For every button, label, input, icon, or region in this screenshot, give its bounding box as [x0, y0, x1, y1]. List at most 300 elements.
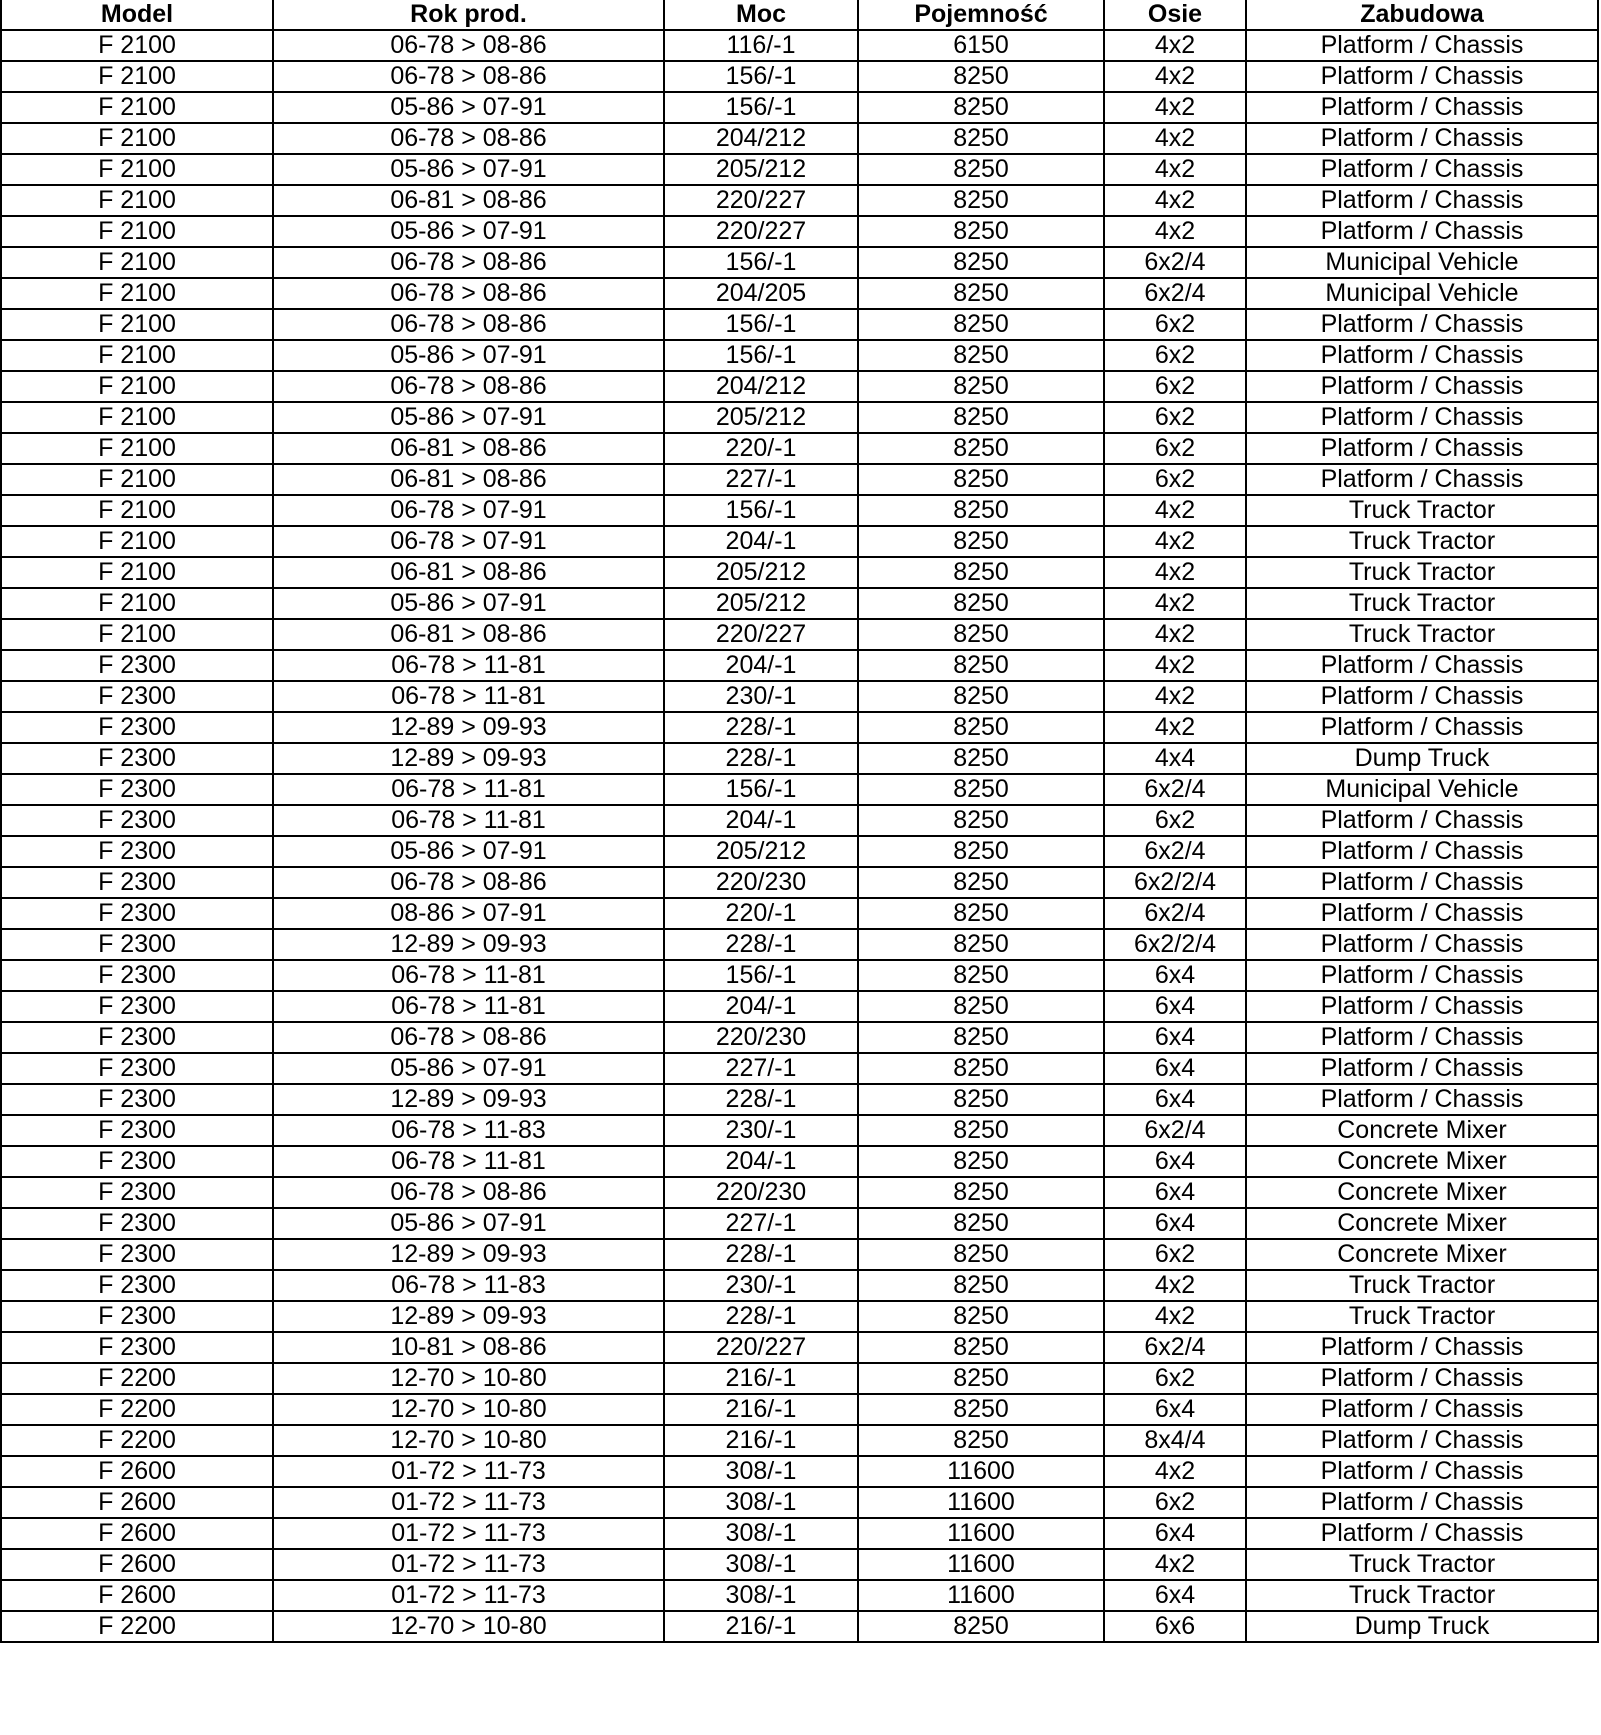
cell-model: F 2300	[1, 1177, 273, 1208]
cell-axles: 4x2	[1104, 681, 1246, 712]
cell-production-years: 06-78 > 11-81	[273, 681, 664, 712]
cell-production-years: 01-72 > 11-73	[273, 1487, 664, 1518]
cell-power: 228/-1	[664, 1301, 858, 1332]
cell-production-years: 05-86 > 07-91	[273, 402, 664, 433]
cell-axles: 4x2	[1104, 712, 1246, 743]
cell-power: 227/-1	[664, 1053, 858, 1084]
cell-production-years: 06-78 > 11-81	[273, 774, 664, 805]
cell-capacity: 8250	[858, 774, 1104, 805]
cell-body-type: Platform / Chassis	[1246, 309, 1598, 340]
cell-axles: 6x2	[1104, 1239, 1246, 1270]
cell-production-years: 06-78 > 08-86	[273, 371, 664, 402]
cell-production-years: 06-81 > 08-86	[273, 433, 664, 464]
cell-axles: 6x4	[1104, 1580, 1246, 1611]
table-row	[1, 588, 1598, 619]
table-row	[1, 1177, 1598, 1208]
table-row	[1, 1270, 1598, 1301]
cell-power: 204/-1	[664, 991, 858, 1022]
cell-production-years: 12-89 > 09-93	[273, 712, 664, 743]
table-row	[1, 309, 1598, 340]
cell-body-type: Platform / Chassis	[1246, 92, 1598, 123]
cell-body-type: Municipal Vehicle	[1246, 278, 1598, 309]
cell-model: F 2300	[1, 1022, 273, 1053]
cell-production-years: 05-86 > 07-91	[273, 340, 664, 371]
cell-capacity: 8250	[858, 154, 1104, 185]
cell-production-years: 06-78 > 08-86	[273, 123, 664, 154]
table-row	[1, 30, 1598, 61]
cell-power: 220/-1	[664, 433, 858, 464]
table-row	[1, 557, 1598, 588]
cell-power: 308/-1	[664, 1487, 858, 1518]
cell-axles: 6x4	[1104, 991, 1246, 1022]
cell-production-years: 01-72 > 11-73	[273, 1549, 664, 1580]
cell-production-years: 12-89 > 09-93	[273, 929, 664, 960]
cell-capacity: 8250	[858, 185, 1104, 216]
cell-power: 205/212	[664, 154, 858, 185]
cell-production-years: 10-81 > 08-86	[273, 1332, 664, 1363]
table-row	[1, 681, 1598, 712]
cell-body-type: Truck Tractor	[1246, 588, 1598, 619]
cell-axles: 6x4	[1104, 1084, 1246, 1115]
cell-model: F 2300	[1, 1115, 273, 1146]
cell-axles: 4x2	[1104, 92, 1246, 123]
cell-capacity: 8250	[858, 991, 1104, 1022]
cell-power: 204/212	[664, 123, 858, 154]
cell-capacity: 11600	[858, 1549, 1104, 1580]
cell-power: 205/212	[664, 402, 858, 433]
cell-body-type: Platform / Chassis	[1246, 1394, 1598, 1425]
cell-body-type: Platform / Chassis	[1246, 1332, 1598, 1363]
cell-body-type: Truck Tractor	[1246, 1549, 1598, 1580]
cell-production-years: 05-86 > 07-91	[273, 1053, 664, 1084]
cell-model: F 2200	[1, 1611, 273, 1642]
cell-body-type: Concrete Mixer	[1246, 1208, 1598, 1239]
cell-axles: 6x4	[1104, 960, 1246, 991]
table-row	[1, 836, 1598, 867]
cell-production-years: 01-72 > 11-73	[273, 1456, 664, 1487]
cell-capacity: 8250	[858, 123, 1104, 154]
cell-production-years: 06-78 > 11-81	[273, 991, 664, 1022]
table-row	[1, 1394, 1598, 1425]
cell-model: F 2100	[1, 464, 273, 495]
cell-power: 220/227	[664, 216, 858, 247]
cell-power: 156/-1	[664, 774, 858, 805]
cell-production-years: 06-78 > 08-86	[273, 1022, 664, 1053]
header-axles: Osie	[1104, 0, 1246, 30]
cell-axles: 6x4	[1104, 1022, 1246, 1053]
cell-capacity: 8250	[858, 836, 1104, 867]
cell-capacity: 8250	[858, 1425, 1104, 1456]
cell-capacity: 8250	[858, 557, 1104, 588]
cell-body-type: Concrete Mixer	[1246, 1146, 1598, 1177]
cell-axles: 4x2	[1104, 154, 1246, 185]
cell-body-type: Platform / Chassis	[1246, 433, 1598, 464]
table-row	[1, 340, 1598, 371]
cell-body-type: Platform / Chassis	[1246, 340, 1598, 371]
cell-model: F 2600	[1, 1580, 273, 1611]
table-row	[1, 1580, 1598, 1611]
cell-model: F 2100	[1, 526, 273, 557]
table-header	[1, 0, 1598, 30]
cell-axles: 6x2/2/4	[1104, 867, 1246, 898]
cell-power: 205/212	[664, 588, 858, 619]
table-row	[1, 619, 1598, 650]
table-row	[1, 92, 1598, 123]
header-body-type: Zabudowa	[1246, 0, 1598, 30]
cell-axles: 4x2	[1104, 1549, 1246, 1580]
cell-axles: 6x4	[1104, 1394, 1246, 1425]
cell-capacity: 11600	[858, 1487, 1104, 1518]
cell-power: 216/-1	[664, 1611, 858, 1642]
table-row	[1, 1115, 1598, 1146]
cell-production-years: 12-70 > 10-80	[273, 1425, 664, 1456]
table-row	[1, 650, 1598, 681]
cell-production-years: 06-78 > 08-86	[273, 278, 664, 309]
cell-axles: 4x2	[1104, 619, 1246, 650]
cell-body-type: Platform / Chassis	[1246, 30, 1598, 61]
cell-power: 230/-1	[664, 681, 858, 712]
cell-production-years: 01-72 > 11-73	[273, 1518, 664, 1549]
cell-body-type: Platform / Chassis	[1246, 1425, 1598, 1456]
cell-power: 156/-1	[664, 309, 858, 340]
cell-power: 308/-1	[664, 1580, 858, 1611]
cell-power: 308/-1	[664, 1549, 858, 1580]
cell-power: 216/-1	[664, 1425, 858, 1456]
cell-capacity: 8250	[858, 805, 1104, 836]
cell-power: 227/-1	[664, 1208, 858, 1239]
cell-capacity: 11600	[858, 1456, 1104, 1487]
cell-body-type: Platform / Chassis	[1246, 1487, 1598, 1518]
cell-capacity: 8250	[858, 743, 1104, 774]
cell-production-years: 06-78 > 08-86	[273, 867, 664, 898]
cell-capacity: 8250	[858, 92, 1104, 123]
cell-model: F 2100	[1, 61, 273, 92]
cell-power: 227/-1	[664, 464, 858, 495]
cell-capacity: 8250	[858, 960, 1104, 991]
cell-axles: 8x4/4	[1104, 1425, 1246, 1456]
cell-model: F 2300	[1, 898, 273, 929]
cell-power: 220/227	[664, 619, 858, 650]
cell-production-years: 01-72 > 11-73	[273, 1580, 664, 1611]
cell-capacity: 8250	[858, 619, 1104, 650]
cell-model: F 2100	[1, 92, 273, 123]
cell-model: F 2200	[1, 1363, 273, 1394]
cell-body-type: Platform / Chassis	[1246, 960, 1598, 991]
cell-power: 204/-1	[664, 650, 858, 681]
cell-axles: 4x2	[1104, 30, 1246, 61]
cell-power: 116/-1	[664, 30, 858, 61]
cell-capacity: 8250	[858, 1239, 1104, 1270]
cell-power: 308/-1	[664, 1456, 858, 1487]
table-row	[1, 464, 1598, 495]
table-row	[1, 1022, 1598, 1053]
table-row	[1, 991, 1598, 1022]
cell-model: F 2300	[1, 1208, 273, 1239]
cell-production-years: 06-81 > 08-86	[273, 557, 664, 588]
cell-axles: 6x6	[1104, 1611, 1246, 1642]
cell-power: 156/-1	[664, 960, 858, 991]
cell-power: 230/-1	[664, 1270, 858, 1301]
cell-axles: 6x2	[1104, 402, 1246, 433]
cell-model: F 2100	[1, 495, 273, 526]
cell-model: F 2300	[1, 805, 273, 836]
cell-axles: 6x2	[1104, 464, 1246, 495]
cell-capacity: 8250	[858, 867, 1104, 898]
cell-body-type: Platform / Chassis	[1246, 402, 1598, 433]
cell-body-type: Platform / Chassis	[1246, 185, 1598, 216]
cell-body-type: Platform / Chassis	[1246, 1084, 1598, 1115]
cell-production-years: 12-70 > 10-80	[273, 1611, 664, 1642]
cell-axles: 4x2	[1104, 650, 1246, 681]
cell-model: F 2100	[1, 185, 273, 216]
cell-capacity: 8250	[858, 278, 1104, 309]
cell-capacity: 8250	[858, 1177, 1104, 1208]
table-row	[1, 371, 1598, 402]
cell-model: F 2600	[1, 1456, 273, 1487]
cell-model: F 2100	[1, 309, 273, 340]
header-capacity: Pojemność	[858, 0, 1104, 30]
cell-body-type: Platform / Chassis	[1246, 371, 1598, 402]
table-row	[1, 1239, 1598, 1270]
cell-production-years: 06-78 > 11-83	[273, 1115, 664, 1146]
cell-model: F 2300	[1, 712, 273, 743]
cell-axles: 6x2	[1104, 1363, 1246, 1394]
cell-body-type: Platform / Chassis	[1246, 1053, 1598, 1084]
table-row	[1, 402, 1598, 433]
cell-body-type: Platform / Chassis	[1246, 123, 1598, 154]
cell-axles: 6x2/4	[1104, 247, 1246, 278]
cell-axles: 6x2	[1104, 340, 1246, 371]
cell-body-type: Truck Tractor	[1246, 557, 1598, 588]
cell-power: 204/-1	[664, 1146, 858, 1177]
table-row	[1, 1146, 1598, 1177]
cell-body-type: Dump Truck	[1246, 743, 1598, 774]
table-row	[1, 61, 1598, 92]
cell-capacity: 8250	[858, 1084, 1104, 1115]
cell-body-type: Platform / Chassis	[1246, 929, 1598, 960]
cell-model: F 2100	[1, 30, 273, 61]
cell-axles: 6x2/4	[1104, 774, 1246, 805]
cell-body-type: Platform / Chassis	[1246, 216, 1598, 247]
cell-axles: 6x2/4	[1104, 836, 1246, 867]
table-row	[1, 1053, 1598, 1084]
cell-power: 220/230	[664, 1177, 858, 1208]
table-row	[1, 495, 1598, 526]
cell-capacity: 8250	[858, 309, 1104, 340]
cell-body-type: Concrete Mixer	[1246, 1239, 1598, 1270]
cell-capacity: 8250	[858, 1022, 1104, 1053]
cell-body-type: Concrete Mixer	[1246, 1177, 1598, 1208]
cell-axles: 6x2	[1104, 371, 1246, 402]
cell-model: F 2200	[1, 1394, 273, 1425]
cell-body-type: Platform / Chassis	[1246, 1456, 1598, 1487]
cell-power: 220/230	[664, 867, 858, 898]
cell-production-years: 05-86 > 07-91	[273, 836, 664, 867]
cell-power: 204/212	[664, 371, 858, 402]
cell-capacity: 8250	[858, 433, 1104, 464]
cell-power: 156/-1	[664, 92, 858, 123]
table-row	[1, 898, 1598, 929]
cell-capacity: 6150	[858, 30, 1104, 61]
cell-model: F 2300	[1, 991, 273, 1022]
cell-production-years: 05-86 > 07-91	[273, 92, 664, 123]
cell-production-years: 06-78 > 08-86	[273, 247, 664, 278]
cell-body-type: Truck Tractor	[1246, 495, 1598, 526]
cell-capacity: 8250	[858, 898, 1104, 929]
cell-power: 204/-1	[664, 805, 858, 836]
cell-body-type: Platform / Chassis	[1246, 681, 1598, 712]
cell-power: 205/212	[664, 836, 858, 867]
cell-axles: 6x2/4	[1104, 1115, 1246, 1146]
cell-model: F 2100	[1, 433, 273, 464]
cell-production-years: 06-81 > 08-86	[273, 464, 664, 495]
table-row	[1, 278, 1598, 309]
cell-capacity: 8250	[858, 402, 1104, 433]
cell-model: F 2100	[1, 402, 273, 433]
cell-power: 220/227	[664, 185, 858, 216]
table-row	[1, 1332, 1598, 1363]
table-row	[1, 247, 1598, 278]
cell-power: 228/-1	[664, 1239, 858, 1270]
table-row	[1, 526, 1598, 557]
cell-capacity: 8250	[858, 1053, 1104, 1084]
cell-power: 216/-1	[664, 1394, 858, 1425]
cell-capacity: 8250	[858, 1115, 1104, 1146]
table-row	[1, 154, 1598, 185]
cell-axles: 6x2/4	[1104, 898, 1246, 929]
cell-capacity: 8250	[858, 1301, 1104, 1332]
cell-production-years: 05-86 > 07-91	[273, 1208, 664, 1239]
cell-body-type: Truck Tractor	[1246, 1270, 1598, 1301]
cell-body-type: Platform / Chassis	[1246, 1518, 1598, 1549]
table-row	[1, 1518, 1598, 1549]
cell-capacity: 8250	[858, 1146, 1104, 1177]
cell-model: F 2300	[1, 1053, 273, 1084]
cell-power: 216/-1	[664, 1363, 858, 1394]
table-body	[1, 30, 1598, 1642]
cell-power: 156/-1	[664, 495, 858, 526]
cell-model: F 2100	[1, 340, 273, 371]
table-row	[1, 1611, 1598, 1642]
table-row	[1, 743, 1598, 774]
cell-axles: 4x4	[1104, 743, 1246, 774]
cell-model: F 2200	[1, 1425, 273, 1456]
cell-production-years: 05-86 > 07-91	[273, 216, 664, 247]
cell-power: 308/-1	[664, 1518, 858, 1549]
cell-body-type: Platform / Chassis	[1246, 836, 1598, 867]
cell-axles: 6x2/4	[1104, 1332, 1246, 1363]
cell-production-years: 06-81 > 08-86	[273, 185, 664, 216]
cell-body-type: Platform / Chassis	[1246, 154, 1598, 185]
cell-production-years: 05-86 > 07-91	[273, 588, 664, 619]
cell-model: F 2300	[1, 650, 273, 681]
cell-model: F 2100	[1, 216, 273, 247]
cell-model: F 2100	[1, 588, 273, 619]
header-production-years: Rok prod.	[273, 0, 664, 30]
cell-capacity: 8250	[858, 1363, 1104, 1394]
cell-power: 228/-1	[664, 743, 858, 774]
table-row	[1, 216, 1598, 247]
cell-production-years: 06-78 > 11-83	[273, 1270, 664, 1301]
cell-body-type: Concrete Mixer	[1246, 1115, 1598, 1146]
cell-capacity: 8250	[858, 371, 1104, 402]
cell-capacity: 8250	[858, 1208, 1104, 1239]
table-row	[1, 1456, 1598, 1487]
cell-production-years: 06-78 > 11-81	[273, 805, 664, 836]
table-row	[1, 929, 1598, 960]
cell-body-type: Platform / Chassis	[1246, 1022, 1598, 1053]
cell-capacity: 8250	[858, 61, 1104, 92]
cell-axles: 4x2	[1104, 526, 1246, 557]
cell-model: F 2300	[1, 1146, 273, 1177]
cell-axles: 4x2	[1104, 185, 1246, 216]
cell-model: F 2100	[1, 278, 273, 309]
cell-body-type: Platform / Chassis	[1246, 867, 1598, 898]
cell-model: F 2600	[1, 1518, 273, 1549]
cell-capacity: 11600	[858, 1518, 1104, 1549]
cell-production-years: 06-78 > 08-86	[273, 61, 664, 92]
cell-production-years: 06-81 > 08-86	[273, 619, 664, 650]
header-row	[1, 0, 1598, 30]
cell-axles: 4x2	[1104, 588, 1246, 619]
cell-axles: 6x2/4	[1104, 278, 1246, 309]
cell-body-type: Municipal Vehicle	[1246, 247, 1598, 278]
cell-production-years: 12-89 > 09-93	[273, 1084, 664, 1115]
cell-capacity: 8250	[858, 1332, 1104, 1363]
cell-capacity: 8250	[858, 1394, 1104, 1425]
table-row	[1, 960, 1598, 991]
table-row	[1, 1549, 1598, 1580]
cell-capacity: 8250	[858, 1270, 1104, 1301]
cell-body-type: Platform / Chassis	[1246, 1363, 1598, 1394]
table-row	[1, 123, 1598, 154]
cell-model: F 2300	[1, 1239, 273, 1270]
cell-axles: 6x2	[1104, 433, 1246, 464]
cell-production-years: 06-78 > 07-91	[273, 526, 664, 557]
table-row	[1, 867, 1598, 898]
cell-power: 228/-1	[664, 929, 858, 960]
table-row	[1, 1084, 1598, 1115]
cell-axles: 6x2	[1104, 805, 1246, 836]
cell-power: 230/-1	[664, 1115, 858, 1146]
table-row	[1, 1487, 1598, 1518]
cell-production-years: 06-78 > 07-91	[273, 495, 664, 526]
cell-model: F 2300	[1, 1301, 273, 1332]
cell-capacity: 8250	[858, 588, 1104, 619]
cell-power: 156/-1	[664, 340, 858, 371]
cell-power: 156/-1	[664, 61, 858, 92]
cell-axles: 4x2	[1104, 216, 1246, 247]
cell-model: F 2300	[1, 960, 273, 991]
cell-production-years: 05-86 > 07-91	[273, 154, 664, 185]
cell-capacity: 8250	[858, 216, 1104, 247]
cell-model: F 2100	[1, 154, 273, 185]
cell-power: 228/-1	[664, 712, 858, 743]
cell-model: F 2300	[1, 1332, 273, 1363]
table-row	[1, 185, 1598, 216]
cell-production-years: 06-78 > 11-81	[273, 650, 664, 681]
table-row	[1, 712, 1598, 743]
cell-production-years: 12-89 > 09-93	[273, 743, 664, 774]
table-row	[1, 774, 1598, 805]
cell-model: F 2300	[1, 929, 273, 960]
cell-body-type: Platform / Chassis	[1246, 898, 1598, 929]
header-power: Moc	[664, 0, 858, 30]
cell-production-years: 08-86 > 07-91	[273, 898, 664, 929]
cell-model: F 2300	[1, 743, 273, 774]
cell-model: F 2300	[1, 681, 273, 712]
cell-production-years: 12-89 > 09-93	[273, 1301, 664, 1332]
